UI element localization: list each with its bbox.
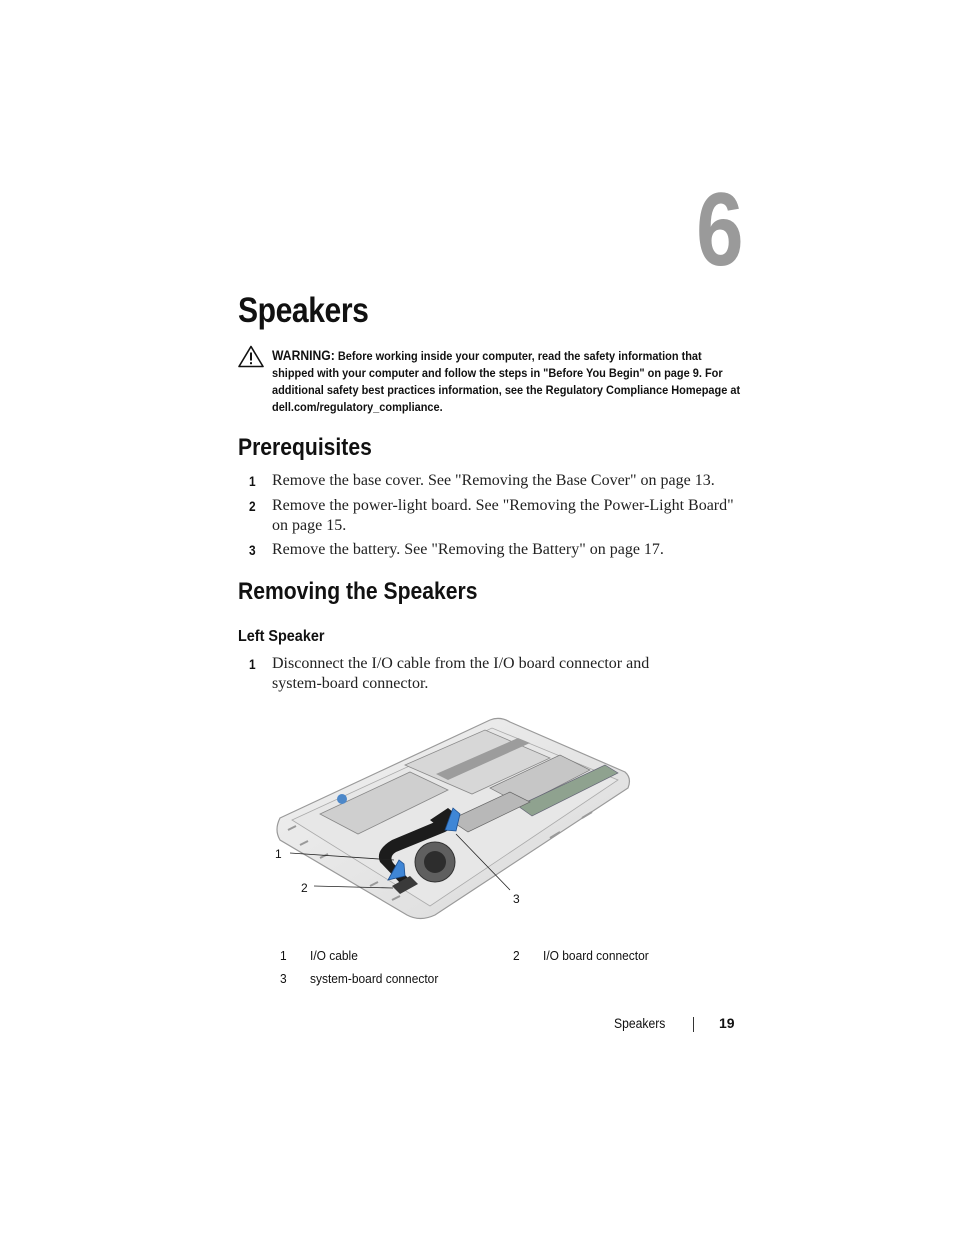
footer-section-name: Speakers xyxy=(614,1016,666,1031)
prereq-step-text: Remove the base cover. See "Removing the Base Cover" on page 13. xyxy=(272,472,715,489)
warning-note xyxy=(272,347,742,416)
footer-divider xyxy=(693,1017,694,1032)
removing-speakers-heading: Removing the Speakers xyxy=(238,578,478,605)
warning-label: WARNING: xyxy=(272,348,335,363)
legend-label: system-board connector xyxy=(310,971,439,986)
prerequisites-heading: Prerequisites xyxy=(238,434,372,461)
callout-label: 1 xyxy=(275,847,282,861)
legend-number: 2 xyxy=(513,948,520,963)
callout-label: 2 xyxy=(301,881,308,895)
legend-label: I/O board connector xyxy=(543,948,649,963)
removal-step-number: 1 xyxy=(249,656,256,672)
prereq-step-number: 2 xyxy=(249,498,256,514)
left-speaker-subheading: Left Speaker xyxy=(238,628,325,645)
removal-step-text: Disconnect the I/O cable from the I/O board connector and system-board connector. xyxy=(272,655,650,692)
prereq-step-number: 3 xyxy=(249,542,256,558)
warning-icon xyxy=(238,345,264,368)
warning-text: Before working inside your computer, read the safety information that shipped with your computer and follow the steps in "Before You Begin" on page 9. For additional safety best practices information, see the Regulatory Compliance Homepage at dell.com/regulatory_compliance. xyxy=(272,349,741,414)
callout-label: 3 xyxy=(513,892,520,906)
chapter-title: Speakers xyxy=(238,291,369,330)
prereq-step-number: 1 xyxy=(249,473,256,489)
legend-number: 3 xyxy=(280,971,287,986)
legend-label: I/O cable xyxy=(310,948,358,963)
prereq-step-text: Remove the power-light board. See "Removing the Power-Light Board" on page 15. xyxy=(272,497,734,534)
prereq-step-text: Remove the battery. See "Removing the Battery" on page 17. xyxy=(272,541,664,558)
chapter-number: 6 xyxy=(696,172,744,288)
legend-number: 1 xyxy=(280,948,287,963)
laptop-illustration xyxy=(260,710,640,930)
page-number: 19 xyxy=(719,1015,735,1031)
